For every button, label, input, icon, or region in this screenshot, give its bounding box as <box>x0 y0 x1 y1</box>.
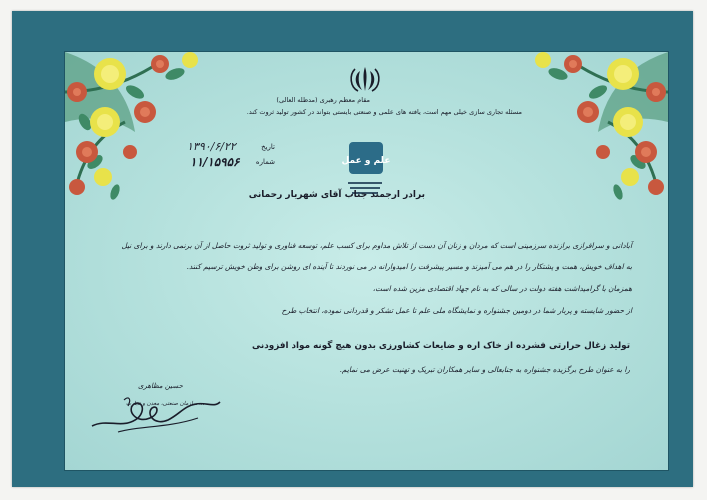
header-line-1: مقام معظم رهبری (مدظله العالی) <box>276 96 370 104</box>
body-line-2: به اهداف خویش، همت و پشتکار را در هم می آمیزند و مسیر پیشرفت را امیدوارانه در می نوردند تا آینده ای روشن برای وطن خویش ترسیم کنند. <box>186 262 632 271</box>
header-line-2: مسئله تجاری سازی خیلی مهم است، یافته های علمی و صنعتی بایستی بتواند در کشور تولید ثروت کند. <box>246 108 522 116</box>
number-label: شماره <box>255 158 275 166</box>
national-emblem-icon <box>348 65 382 93</box>
recipient-name: برادر ارجمند جناب آقای شهریار رحمانی <box>248 190 425 200</box>
svg-text:علم و عمل: علم و عمل <box>341 156 391 166</box>
floral-corner-right-icon <box>518 52 668 202</box>
body-line-1: آبادانی و سرافرازی برازنده سرزمینی است که مردان و زنان آن دست از تلاش مداوم برای کسب علم، توسعه فناوری و تولید ثروت حاصل از آن برنمی دارند و برای نیل <box>121 241 632 250</box>
logo-caption-line <box>348 182 382 184</box>
signatory-title: سازمان صنعتی، معدن و تجارت ... <box>126 401 205 407</box>
handwritten-signature-icon <box>88 388 228 438</box>
signatory-name: حسین مظاهری <box>138 382 183 390</box>
body-line-3: همزمان با گرامیداشت هفته دولت در سالی که به نام جهاد اقتصادی مزین شده است، <box>372 284 632 293</box>
number-value: ۱۱/۱۵۹۵۶ <box>190 155 240 169</box>
project-title: تولید زغال حرارتی فشرده از خاک اره و ضایعات کشاورزی بدون هیچ گونه مواد افزودنی <box>252 341 630 351</box>
body-line-5: را به عنوان طرح برگزیده جشنواره به جنابعالی و سایر همکاران تبریک و تهنیت عرض می نمایم. <box>339 365 630 374</box>
date-value: ۱۳۹۰/۶/۲۲ <box>187 140 236 153</box>
festival-logo-icon <box>341 141 391 175</box>
floral-corner-left-icon <box>65 52 215 202</box>
body-line-4: از حضور شایسته و پربار شما در دومین جشنواره و نمایشگاه ملی علم تا عمل تشکر و قدردانی نموده، انتخاب طرح <box>281 306 632 315</box>
logo-caption-line <box>350 187 380 189</box>
date-label: تاریخ <box>261 143 275 151</box>
